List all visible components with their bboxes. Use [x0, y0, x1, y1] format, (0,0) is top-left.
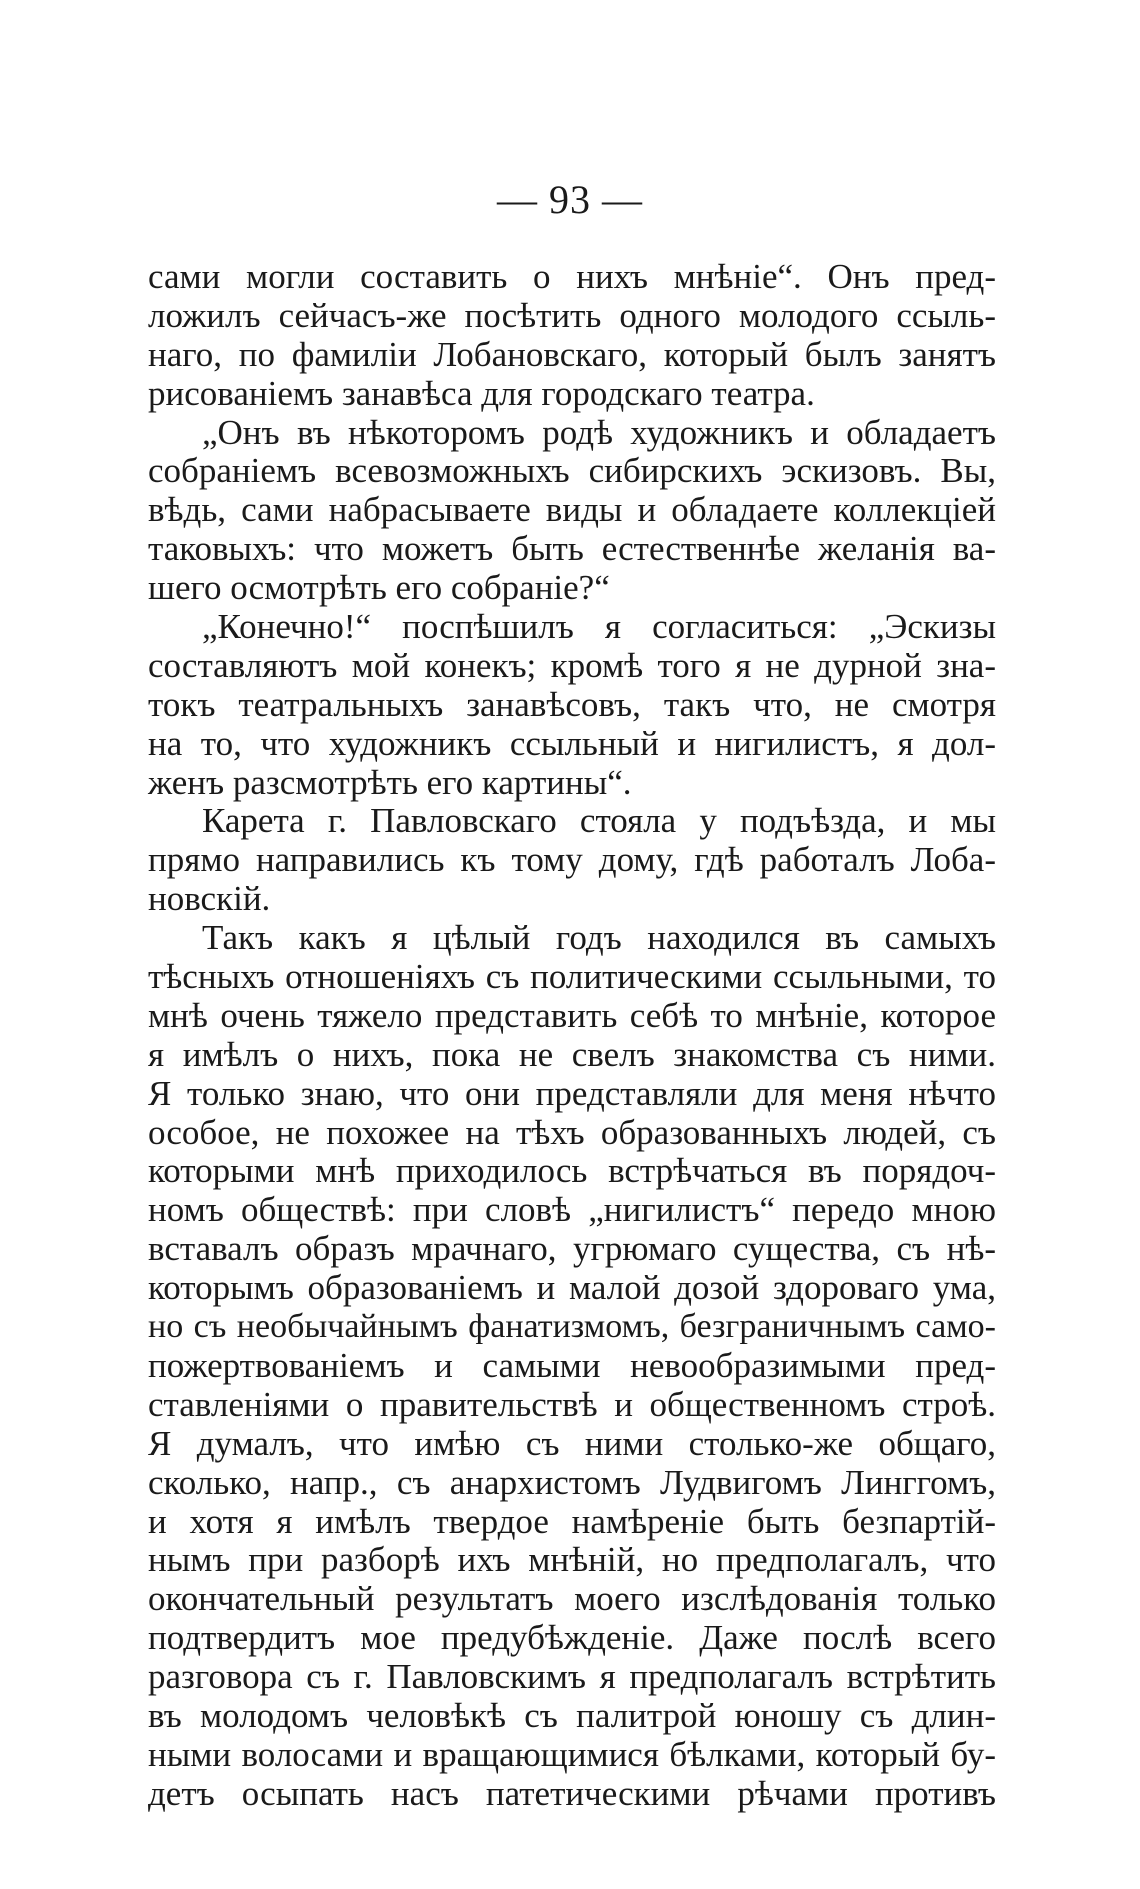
text-line: на то, что художникъ ссыльный и нигилистъ, я дол-: [148, 723, 996, 763]
text-line: Карета г. Павловскаго стояла у подъѣзда, и мы: [202, 801, 996, 841]
text-line: наго, по фамиліи Лобановскаго, который былъ занятъ: [148, 334, 996, 374]
text-line: тѣсныхъ отношеніяхъ съ политическими ссыльными, то: [148, 957, 996, 997]
text-line: но съ необычайнымъ фанатизмомъ, безграничнымъ само-: [148, 1308, 996, 1346]
text-line: токъ театральныхъ занавѣсовъ, такъ что, не смотря: [148, 684, 996, 724]
text-line: новскій.: [148, 879, 271, 919]
text-line: ными волосами и вращающимися бѣлками, который бу-: [148, 1734, 996, 1774]
text-line: детъ осыпать насъ патетическими рѣчами противъ: [148, 1773, 996, 1813]
text-line: въ молодомъ человѣкѣ съ палитрой юношу съ длин-: [148, 1695, 996, 1735]
text-line: подтвердитъ мое предубѣжденіе. Даже послѣ всего: [148, 1618, 996, 1658]
text-line: пожертвованіемъ и самыми невообразимыми пред-: [148, 1345, 996, 1385]
text-line: Я думалъ, что имѣю съ ними столько-же общаго,: [148, 1423, 996, 1463]
text-line: Такъ какъ я цѣлый годъ находился въ самыхъ: [202, 918, 996, 958]
text-line: таковыхъ: что можетъ быть естественнѣе желанія ва-: [148, 529, 996, 569]
text-line: женъ разсмотрѣть его картины“.: [148, 762, 632, 802]
page-number: — 93 —: [497, 177, 643, 222]
text-line: вставалъ образъ мрачнаго, угрюмаго существа, съ нѣ-: [148, 1229, 996, 1269]
text-line: ставленіями о правительствѣ и общественномъ строѣ.: [148, 1384, 996, 1424]
text-line: и хотя я имѣлъ твердое намѣреніе быть безпартій-: [148, 1501, 996, 1541]
text-line: разговора съ г. Павловскимъ я предполагалъ встрѣтить: [148, 1657, 996, 1697]
text-line: Я только знаю, что они представляли для меня нѣчто: [148, 1073, 996, 1113]
text-line: сами могли составить о нихъ мнѣніе“. Онъ пред-: [148, 257, 996, 296]
text-line: ложилъ сейчасъ-же посѣтить одного молодого ссыль-: [148, 295, 996, 335]
text-line: которымъ образованіемъ и малой дозой здороваго ума,: [148, 1268, 996, 1308]
text-line: прямо направились къ тому дому, гдѣ работалъ Лоба-: [148, 840, 996, 880]
text-line: номъ обществѣ: при словѣ „нигилистъ“ передо мною: [148, 1190, 996, 1230]
text-line: я имѣлъ о нихъ, пока не свелъ знакомства съ ними.: [148, 1034, 996, 1074]
text-line: „Онъ въ нѣкоторомъ родѣ художникъ и обладаетъ: [202, 412, 996, 452]
text-line: нымъ при разборѣ ихъ мнѣній, но предполагалъ, что: [148, 1540, 996, 1580]
text-line: собраніемъ всевозможныхъ сибирскихъ эскизовъ. Вы,: [148, 451, 996, 491]
text-line: которыми мнѣ приходилось встрѣчаться въ порядоч-: [148, 1151, 996, 1191]
text-line: шего осмотрѣть его собраніе?“: [148, 568, 610, 608]
text-line: окончательный результатъ моего изслѣдованія только: [148, 1579, 996, 1619]
text-line: мнѣ очень тяжело представить себѣ то мнѣніе, которое: [148, 995, 996, 1035]
text-line: составляютъ мой конекъ; кромѣ того я не дурной зна-: [148, 645, 996, 685]
body-text: [148, 258, 996, 1814]
text-line: рисованіемъ занавѣса для городскаго театра.: [148, 373, 815, 413]
text-line: сколько, напр., съ анархистомъ Лудвигомъ Линггомъ,: [148, 1462, 996, 1502]
text-line: особое, не похожее на тѣхъ образованныхъ людей, съ: [148, 1112, 996, 1152]
text-line: „Конечно!“ поспѣшилъ я согласиться: „Эскизы: [202, 607, 996, 647]
text-line: вѣдь, сами набрасываете виды и обладаете коллекціей: [148, 490, 996, 530]
